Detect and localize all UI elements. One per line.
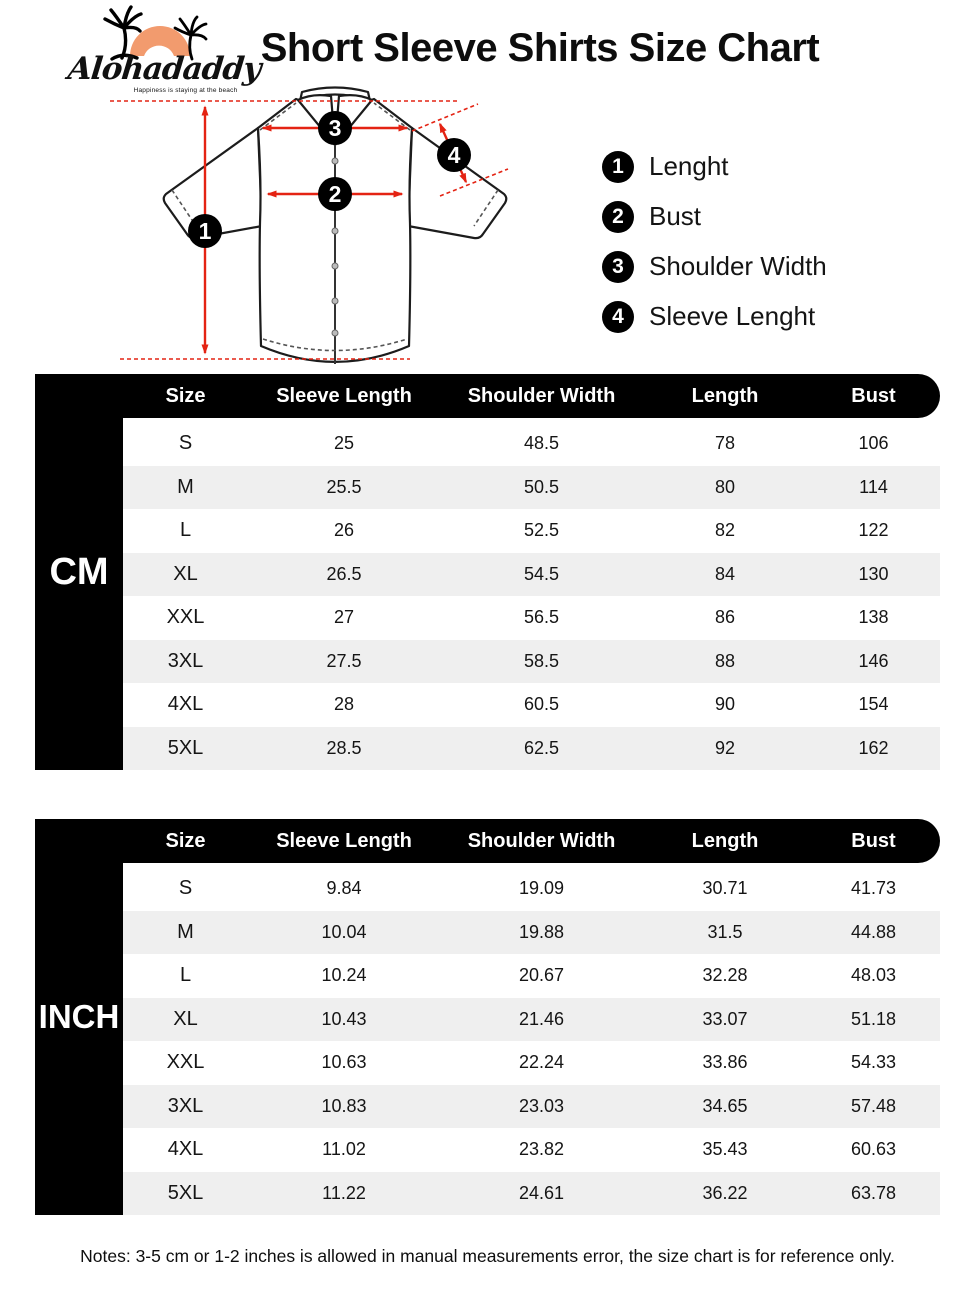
value-cell: 82 (714, 520, 736, 541)
value-cell: 11.02 (322, 1139, 366, 1160)
value-cell: 28.5 (326, 737, 362, 758)
unit-label-cm: CM (35, 374, 123, 770)
table-row (35, 954, 940, 998)
table-row (35, 1085, 940, 1129)
size-cell: M (177, 475, 194, 498)
size-cell: 3XL (167, 649, 204, 672)
value-cell: 80 (714, 476, 736, 497)
legend-label: Shoulder Width (649, 251, 827, 281)
value-cell: 20.67 (518, 965, 565, 986)
size-cell: 5XL (167, 736, 204, 759)
callout-sleeve-length (437, 138, 471, 172)
value-cell: 52.5 (523, 520, 560, 541)
value-cell: 50.5 (523, 476, 560, 497)
value-cell: 63.78 (850, 1182, 897, 1203)
table-body (35, 867, 940, 1215)
table-row (35, 683, 940, 727)
table-row (35, 1128, 940, 1172)
shirt-measurement-diagram (110, 83, 520, 375)
value-cell: 48.5 (523, 433, 560, 454)
value-cell: 9.84 (326, 878, 362, 899)
size-table-inch (35, 819, 940, 1215)
column-header: Bust (851, 829, 896, 852)
value-cell: 41.73 (850, 878, 897, 899)
table-row (35, 1172, 940, 1216)
legend-badge: 2 (602, 201, 634, 233)
callout-bust (318, 177, 352, 211)
value-cell: 30.71 (702, 878, 748, 899)
value-cell: 48.03 (850, 965, 897, 986)
value-cell: 84 (714, 563, 736, 584)
legend-item-bust (602, 200, 827, 233)
table-row (35, 867, 940, 911)
notes-text: Notes: 3-5 cm or 1-2 inches is allowed in manual measurements error, the size chart is for reference only. (80, 1246, 895, 1266)
size-cell: S (178, 877, 193, 900)
page-title: Short Sleeve Shirts Size Chart (260, 26, 820, 70)
column-header: Shoulder Width (467, 384, 616, 407)
value-cell: 162 (858, 737, 889, 758)
size-cell: M (177, 920, 194, 943)
callout-shoulder-width (318, 111, 352, 145)
table-row (35, 422, 940, 466)
value-cell: 54.5 (523, 563, 560, 584)
value-cell: 114 (859, 476, 888, 497)
value-cell: 34.65 (702, 1095, 748, 1116)
size-cell: S (178, 432, 193, 455)
value-cell: 32.28 (702, 965, 748, 986)
value-cell: 44.88 (850, 921, 897, 942)
value-cell: 88 (714, 650, 736, 671)
legend-badge: 4 (602, 301, 634, 333)
value-cell: 19.09 (518, 878, 565, 899)
value-cell: 22.24 (518, 1052, 565, 1073)
value-cell: 26.5 (326, 563, 362, 584)
legend-badge: 1 (602, 151, 634, 183)
value-cell: 51.18 (850, 1008, 897, 1029)
legend-item-length (602, 150, 827, 183)
unit-label-inch: INCH (35, 819, 123, 1215)
value-cell: 26 (333, 520, 355, 541)
svg-text:4: 4 (447, 142, 461, 168)
svg-text:2: 2 (328, 181, 342, 207)
size-cell: 5XL (167, 1181, 204, 1204)
value-cell: 11.22 (322, 1182, 366, 1203)
value-cell: 130 (858, 563, 889, 584)
table-row (35, 466, 940, 510)
table-row (35, 640, 940, 684)
value-cell: 60.5 (523, 694, 560, 715)
value-cell: 10.24 (321, 965, 367, 986)
table-row (35, 727, 940, 771)
column-header: Size (165, 384, 206, 407)
value-cell: 23.82 (518, 1139, 565, 1160)
brand-name: Alohadaddy (66, 51, 263, 87)
legend-label: Bust (649, 201, 702, 231)
value-cell: 21.46 (518, 1008, 565, 1029)
value-cell: 122 (858, 520, 889, 541)
size-cell: 4XL (167, 1138, 204, 1161)
value-cell: 56.5 (523, 607, 560, 628)
value-cell: 35.43 (702, 1139, 748, 1160)
value-cell: 25 (333, 433, 355, 454)
legend-item-shoulder-width (602, 250, 827, 283)
value-cell: 24.61 (518, 1182, 565, 1203)
value-cell: 10.43 (321, 1008, 367, 1029)
shirt-diagram (110, 83, 520, 380)
table-row (35, 1041, 940, 1085)
value-cell: 19.88 (518, 921, 565, 942)
size-cell: XXL (166, 606, 205, 629)
value-cell: 36.22 (702, 1182, 748, 1203)
size-cell: 4XL (167, 693, 204, 716)
value-cell: 92 (714, 737, 736, 758)
callout-length (188, 214, 222, 248)
table-body (35, 422, 940, 770)
value-cell: 33.07 (702, 1008, 748, 1029)
value-cell: 23.03 (518, 1095, 565, 1116)
value-cell: 146 (858, 650, 889, 671)
value-cell: 10.63 (321, 1052, 367, 1073)
table-row (35, 998, 940, 1042)
value-cell: 57.48 (850, 1095, 897, 1116)
svg-text:3: 3 (328, 115, 342, 141)
table-row (35, 596, 940, 640)
column-header: Sleeve Length (276, 384, 412, 407)
value-cell: 33.86 (702, 1052, 748, 1073)
column-header: Length (691, 384, 759, 407)
table-header-row (35, 819, 940, 863)
svg-text:1: 1 (198, 218, 212, 244)
column-header: Sleeve Length (276, 829, 412, 852)
value-cell: 62.5 (523, 737, 560, 758)
size-cell: L (179, 964, 192, 987)
value-cell: 27 (333, 607, 355, 628)
brand-tagline: Happiness is staying at the beach (133, 87, 238, 94)
value-cell: 106 (858, 433, 889, 454)
size-cell: 3XL (167, 1094, 204, 1117)
legend-badge: 3 (602, 251, 634, 283)
value-cell: 78 (714, 433, 736, 454)
size-cell: XXL (166, 1051, 205, 1074)
legend-item-sleeve-length (602, 300, 827, 333)
size-cell: L (179, 519, 192, 542)
size-cell: XL (173, 562, 198, 585)
measurement-legend (602, 150, 827, 350)
column-header: Shoulder Width (467, 829, 616, 852)
value-cell: 58.5 (523, 650, 560, 671)
value-cell: 60.63 (850, 1139, 897, 1160)
legend-label: Sleeve Lenght (649, 301, 816, 331)
brand-logo (66, 4, 263, 94)
table-row (35, 509, 940, 553)
value-cell: 31.5 (707, 921, 743, 942)
value-cell: 27.5 (326, 650, 362, 671)
table-row (35, 553, 940, 597)
value-cell: 138 (858, 607, 889, 628)
value-cell: 10.83 (321, 1095, 367, 1116)
value-cell: 86 (714, 607, 736, 628)
table-row (35, 911, 940, 955)
value-cell: 10.04 (321, 921, 367, 942)
value-cell: 25.5 (326, 476, 362, 497)
column-header: Bust (851, 384, 896, 407)
value-cell: 54.33 (850, 1052, 897, 1073)
column-header: Length (691, 829, 759, 852)
value-cell: 90 (714, 694, 736, 715)
value-cell: 154 (858, 694, 889, 715)
size-cell: XL (173, 1007, 198, 1030)
value-cell: 28 (333, 694, 355, 715)
size-table-cm (35, 374, 940, 770)
column-header: Size (165, 829, 206, 852)
table-header-row (35, 374, 940, 418)
legend-label: Lenght (649, 151, 729, 181)
